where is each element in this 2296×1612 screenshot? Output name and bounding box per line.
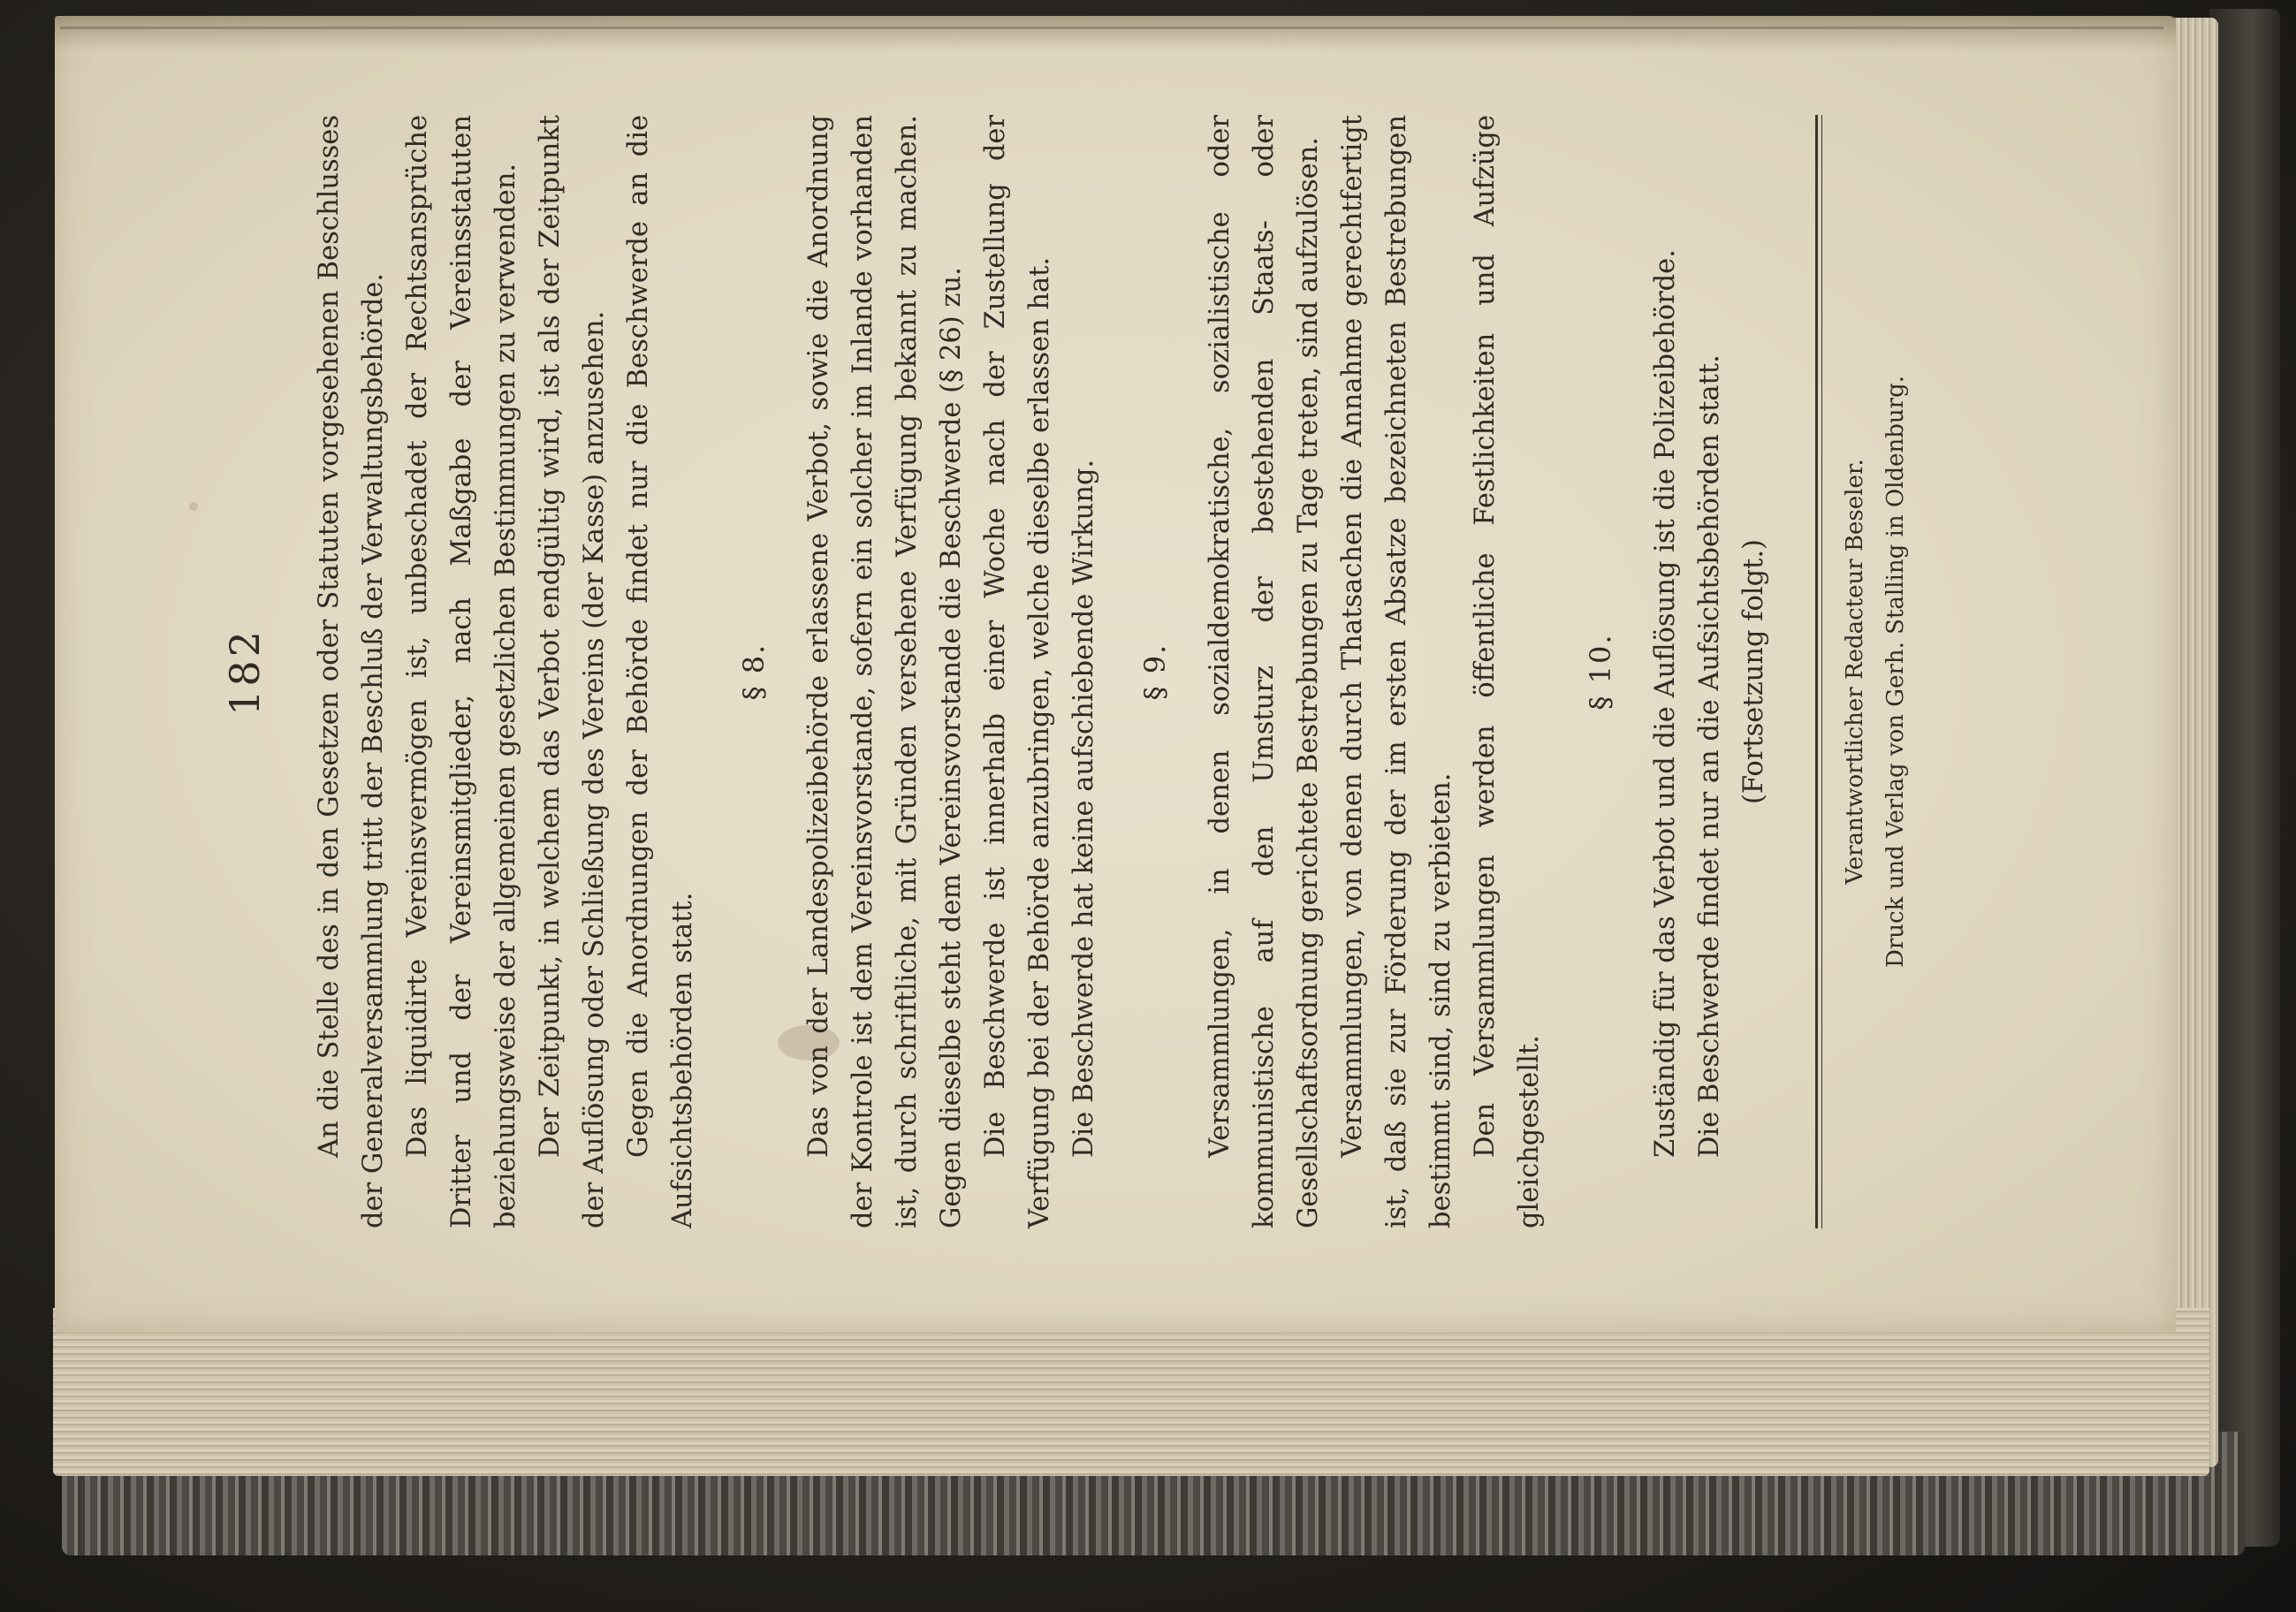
book-spine-edge: [2209, 9, 2280, 1547]
editor-line: Verantwortlicher Redacteur Beseler.: [1842, 459, 1868, 885]
paragraph: Die Beschwerde ist innerhalb einer Woche nach der Zustellung der Verfügung bei der Behörde anzubringen, welche dieselbe erlassen hat.: [980, 115, 1055, 1228]
paragraph: Zuständig für das Verbot und die Auflösung ist die Polizeibehörde.: [1650, 249, 1681, 1158]
paragraph: Das liquidirte Vereinsvermögen ist, unbeschadet der Rechtsansprüche Dritter und der Vereinsmitglieder, nach Maßgabe der Vereinsstatuten beziehungsweise der allgemeinen gesetzlichen Bestimmungen zu verwenden.: [402, 115, 521, 1228]
page-stack-bottom: [53, 1308, 2209, 1476]
rule-thin: [1821, 115, 1822, 1228]
paragraph: Die Beschwerde hat keine aufschiebende Wirkung.: [1068, 459, 1099, 1158]
paragraph: An die Stelle des in den Gesetzen oder Statuten vorgesehenen Beschlusses der Generalversammlung tritt der Beschluß der Verwaltungsbehörde.: [314, 115, 389, 1228]
page-number: 182: [221, 627, 269, 716]
section-heading-9: § 9.: [1138, 643, 1172, 701]
section-heading-10: § 10.: [1584, 633, 1617, 711]
paragraph: Gegen die Anordnungen der Behörde findet nur die Beschwerde an die Aufsichtsbehörden statt.: [623, 115, 698, 1228]
rotated-text-block: [177, 115, 1944, 1228]
printer-line: Druck und Verlag von Gerh. Stalling in Oldenburg.: [1882, 376, 1909, 968]
paragraph: Das von der Landespolizeibehörde erlassene Verbot, sowie die Anordnung der Kontrole ist dem Vereinsvorstande, sofern ein solcher im Inlande vorhanden ist, durch schriftliche, mit Gründen versehene Verfügung bekannt zu machen. Gegen dieselbe steht dem Vereinsvorstande die Beschwerde (§ 26) zu.: [803, 115, 967, 1228]
section-heading-8: § 8.: [737, 643, 771, 701]
page-body: [308, 115, 1916, 1228]
paragraph: Versammlungen, von denen durch Thatsachen die Annahme gerechtfertigt ist, daß sie zur Förderung der im ersten Absatze bezeichneten Bestrebungen bestimmt sind, sind zu verbieten.: [1337, 115, 1456, 1228]
paragraph: Versammlungen, in denen sozialdemokratische, sozialistische oder kommunistische auf den Umsturz der bestehenden Staats- oder Gesellschaftsordnung gerichtete Bestrebungen zu Tage treten, sind aufzulösen.: [1205, 115, 1324, 1228]
rule-thick: [1815, 115, 1818, 1228]
paragraph: Der Zeitpunkt, in welchem das Verbot endgültig wird, ist als der Zeitpunkt der Auflösung oder Schließung des Vereins (der Kasse) anzusehen.: [535, 115, 610, 1228]
gutter-crease: [60, 27, 2163, 29]
paragraph: Die Beschwerde findet nur an die Aufsichtsbehörden statt.: [1694, 354, 1725, 1158]
paragraph: Den Versammlungen werden öffentliche Festlichkeiten und Aufzüge gleichgestellt.: [1470, 115, 1545, 1228]
page-gutter: [55, 16, 2176, 51]
double-rule: [1815, 115, 1822, 1228]
continuation-note: (Fortsetzung folgt.): [1738, 539, 1769, 804]
